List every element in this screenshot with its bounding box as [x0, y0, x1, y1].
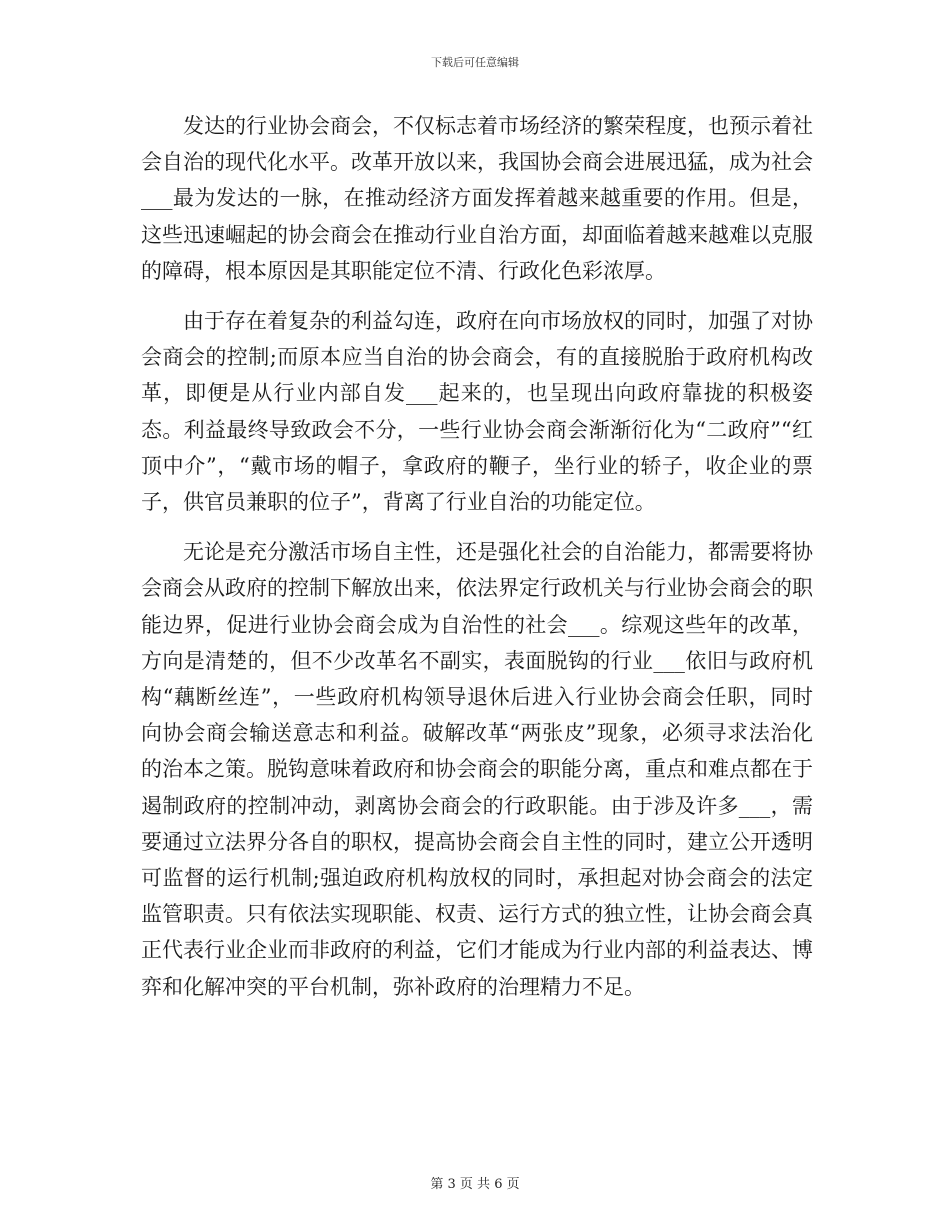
- page-number-footer: 第 3 页 共 6 页: [430, 1177, 520, 1192]
- document-body: [141, 108, 813, 1019]
- page-header-note: 下载后可任意编辑: [431, 56, 519, 69]
- paragraph-2: 由于存在着复杂的利益勾连，政府在向市场放权的同时，加强了对协会商会的控制;而原本应当自治的协会商会，有的直接脱胎于政府机构改革，即便是从行业内部自发___起来的，也呈现出向政府靠拢的积极姿态。利益最终导致政会不分，一些行业协会商会渐渐衍化为“二政府”“红顶中介”，“戴市场的帽子，拿政府的鞭子，坐行业的轿子，收企业的票子，供官员兼职的位子”，背离了行业自治的功能定位。: [141, 309, 813, 515]
- paragraph-3: 无论是充分激活市场自主性，还是强化社会的自治能力，都需要将协会商会从政府的控制下解放出来，依法界定行政机关与行业协会商会的职能边界，促进行业协会商会成为自治性的社会___。综观这些年的改革，方向是清楚的，但不少改革名不副实，表面脱钩的行业___依旧与政府机构“藕断丝连”，一些政府机构领导退休后进入行业协会商会任职，同时向协会商会输送意志和利益。破解改革“两张皮”现象，必须寻求法治化的治本之策。脱钩意味着政府和协会商会的职能分离，重点和难点都在于遏制政府的控制冲动，剥离协会商会的行政职能。由于涉及许多___，需要通过立法界分各自的职权，提高协会商会自主性的同时，建立公开透明可监督的运行机制;强迫政府机构放权的同时，承担起对协会商会的法定监管职责。只有依法实现职能、权责、运行方式的独立性，让协会商会真正代表行业企业而非政府的利益，它们才能成为行业内部的利益表达、博弈和化解冲突的平台机制，弥补政府的治理精力不足。: [141, 540, 813, 999]
- paragraph-1: 发达的行业协会商会，不仅标志着市场经济的繁荣程度，也预示着社会自治的现代化水平。改革开放以来，我国协会商会进展迅猛，成为社会___最为发达的一脉，在推动经济方面发挥着越来越重要的作用。但是，这些迅速崛起的协会商会在推动行业自治方面，却面临着越来越难以克服的障碍，根本原因是其职能定位不清、行政化色彩浓厚。: [141, 114, 813, 283]
